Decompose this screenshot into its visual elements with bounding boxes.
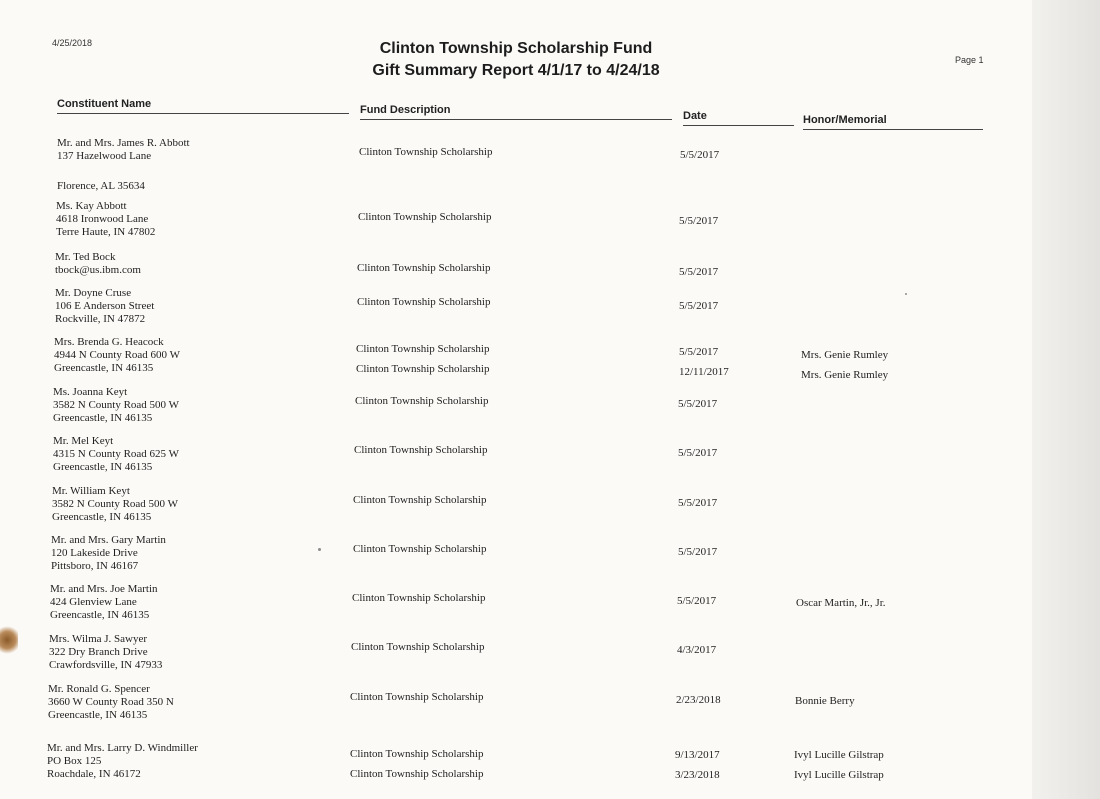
constituent-name: Mr. William Keyt [52, 485, 130, 497]
constituent-address-line: 424 Glenview Lane [50, 596, 137, 608]
gift-date: 5/5/2017 [679, 215, 719, 227]
constituent-address-line: Florence, AL 35634 [57, 180, 145, 192]
gift-date: 4/3/2017 [677, 644, 717, 656]
constituent-name: Mr. Ted Bock [55, 251, 116, 263]
fund-description: Clinton Township Scholarship [354, 444, 488, 456]
column-header-honor: Honor/Memorial [803, 114, 983, 130]
honor-memorial: Ivyl Lucille Gilstrap [794, 769, 884, 781]
constituent-address-line: Pittsboro, IN 46167 [51, 560, 139, 572]
column-header-fund: Fund Description [360, 104, 672, 120]
fund-description: Clinton Township Scholarship [351, 641, 485, 653]
fund-description: Clinton Township Scholarship [350, 691, 484, 703]
constituent-name: Mrs. Brenda G. Heacock [54, 336, 164, 348]
constituent-address-line: Rockville, IN 47872 [55, 313, 146, 325]
fund-description: Clinton Township Scholarship [359, 146, 493, 158]
constituent-address-line: Greencastle, IN 46135 [50, 609, 150, 621]
constituent-address-line: 3660 W County Road 350 N [48, 696, 174, 708]
report-subtitle: Gift Summary Report 4/1/17 to 4/24/18 [372, 62, 660, 79]
gift-date: 5/5/2017 [679, 346, 719, 358]
constituent-address-line: 4944 N County Road 600 W [54, 349, 180, 361]
scan-background-edge [1032, 0, 1100, 799]
constituent-name: Mr. and Mrs. Larry D. Windmiller [47, 742, 198, 754]
gift-date: 5/5/2017 [677, 595, 717, 607]
fund-description: Clinton Township Scholarship [352, 592, 486, 604]
fund-description: Clinton Township Scholarship [357, 262, 491, 274]
constituent-address-line: Greencastle, IN 46135 [52, 511, 152, 523]
paper-speck [905, 293, 907, 295]
report-date: 4/25/2018 [52, 38, 93, 48]
gift-date: 5/5/2017 [680, 149, 720, 161]
gift-date: 5/5/2017 [678, 447, 718, 459]
honor-memorial: Ivyl Lucille Gilstrap [794, 749, 884, 761]
fund-description: Clinton Township Scholarship [358, 211, 492, 223]
fund-description: Clinton Township Scholarship [357, 296, 491, 308]
gift-date: 5/5/2017 [678, 497, 718, 509]
gift-date: 3/23/2018 [675, 769, 720, 781]
gift-date: 9/13/2017 [675, 749, 720, 761]
column-header-constituent: Constituent Name [57, 98, 349, 114]
constituent-address-line: 106 E Anderson Street [55, 300, 155, 312]
constituent-name: Mr. Doyne Cruse [55, 287, 132, 299]
constituent-name: Mr. and Mrs. James R. Abbott [57, 137, 190, 149]
constituent-address-line: Greencastle, IN 46135 [53, 461, 153, 473]
constituent-address-line: 4618 Ironwood Lane [56, 213, 149, 225]
gift-date: 5/5/2017 [678, 398, 718, 410]
constituent-address-line: 4315 N County Road 625 W [53, 448, 179, 460]
paper-stain [0, 625, 18, 655]
constituent-address-line: 137 Hazelwood Lane [57, 150, 152, 162]
constituent-address-line: Terre Haute, IN 47802 [56, 226, 156, 238]
report-title: Clinton Township Scholarship Fund [379, 40, 653, 57]
fund-description: Clinton Township Scholarship [350, 748, 484, 760]
constituent-address-line: 322 Dry Branch Drive [49, 646, 148, 658]
gift-date: 5/5/2017 [678, 546, 718, 558]
constituent-address-line: 120 Lakeside Drive [51, 547, 138, 559]
constituent-address-line: 3582 N County Road 500 W [53, 399, 179, 411]
honor-memorial: Bonnie Berry [795, 695, 855, 707]
fund-description: Clinton Township Scholarship [353, 543, 487, 555]
constituent-address-line: PO Box 125 [47, 755, 102, 767]
constituent-name: Ms. Joanna Keyt [53, 386, 128, 398]
fund-description: Clinton Township Scholarship [350, 768, 484, 780]
constituent-address-line: Greencastle, IN 46135 [48, 709, 148, 721]
gift-date: 2/23/2018 [676, 694, 721, 706]
constituent-name: Mr. and Mrs. Joe Martin [50, 583, 158, 595]
constituent-name: Ms. Kay Abbott [56, 200, 127, 212]
gift-date: 5/5/2017 [679, 300, 719, 312]
column-header-date: Date [683, 110, 794, 126]
honor-memorial: Mrs. Genie Rumley [801, 349, 889, 361]
fund-description: Clinton Township Scholarship [356, 363, 490, 375]
page-number: Page 1 [955, 55, 984, 65]
constituent-address-line: Greencastle, IN 46135 [53, 412, 153, 424]
gift-date: 5/5/2017 [679, 266, 719, 278]
fund-description: Clinton Township Scholarship [356, 343, 490, 355]
constituent-name: Mr. Ronald G. Spencer [48, 683, 150, 695]
constituent-name: Mr. and Mrs. Gary Martin [51, 534, 166, 546]
constituent-name: Mrs. Wilma J. Sawyer [49, 633, 148, 645]
constituent-address-line: tbock@us.ibm.com [55, 264, 141, 276]
fund-description: Clinton Township Scholarship [355, 395, 489, 407]
fund-description: Clinton Township Scholarship [353, 494, 487, 506]
constituent-address-line: Greencastle, IN 46135 [54, 362, 154, 374]
constituent-address-line: Crawfordsville, IN 47933 [49, 659, 163, 671]
gift-date: 12/11/2017 [679, 366, 729, 378]
honor-memorial: Mrs. Genie Rumley [801, 369, 889, 381]
honor-memorial: Oscar Martin, Jr., Jr. [796, 597, 886, 609]
constituent-address-line: 3582 N County Road 500 W [52, 498, 178, 510]
paper-speck [318, 548, 321, 551]
constituent-address-line: Roachdale, IN 46172 [47, 768, 141, 780]
constituent-name: Mr. Mel Keyt [53, 435, 114, 447]
